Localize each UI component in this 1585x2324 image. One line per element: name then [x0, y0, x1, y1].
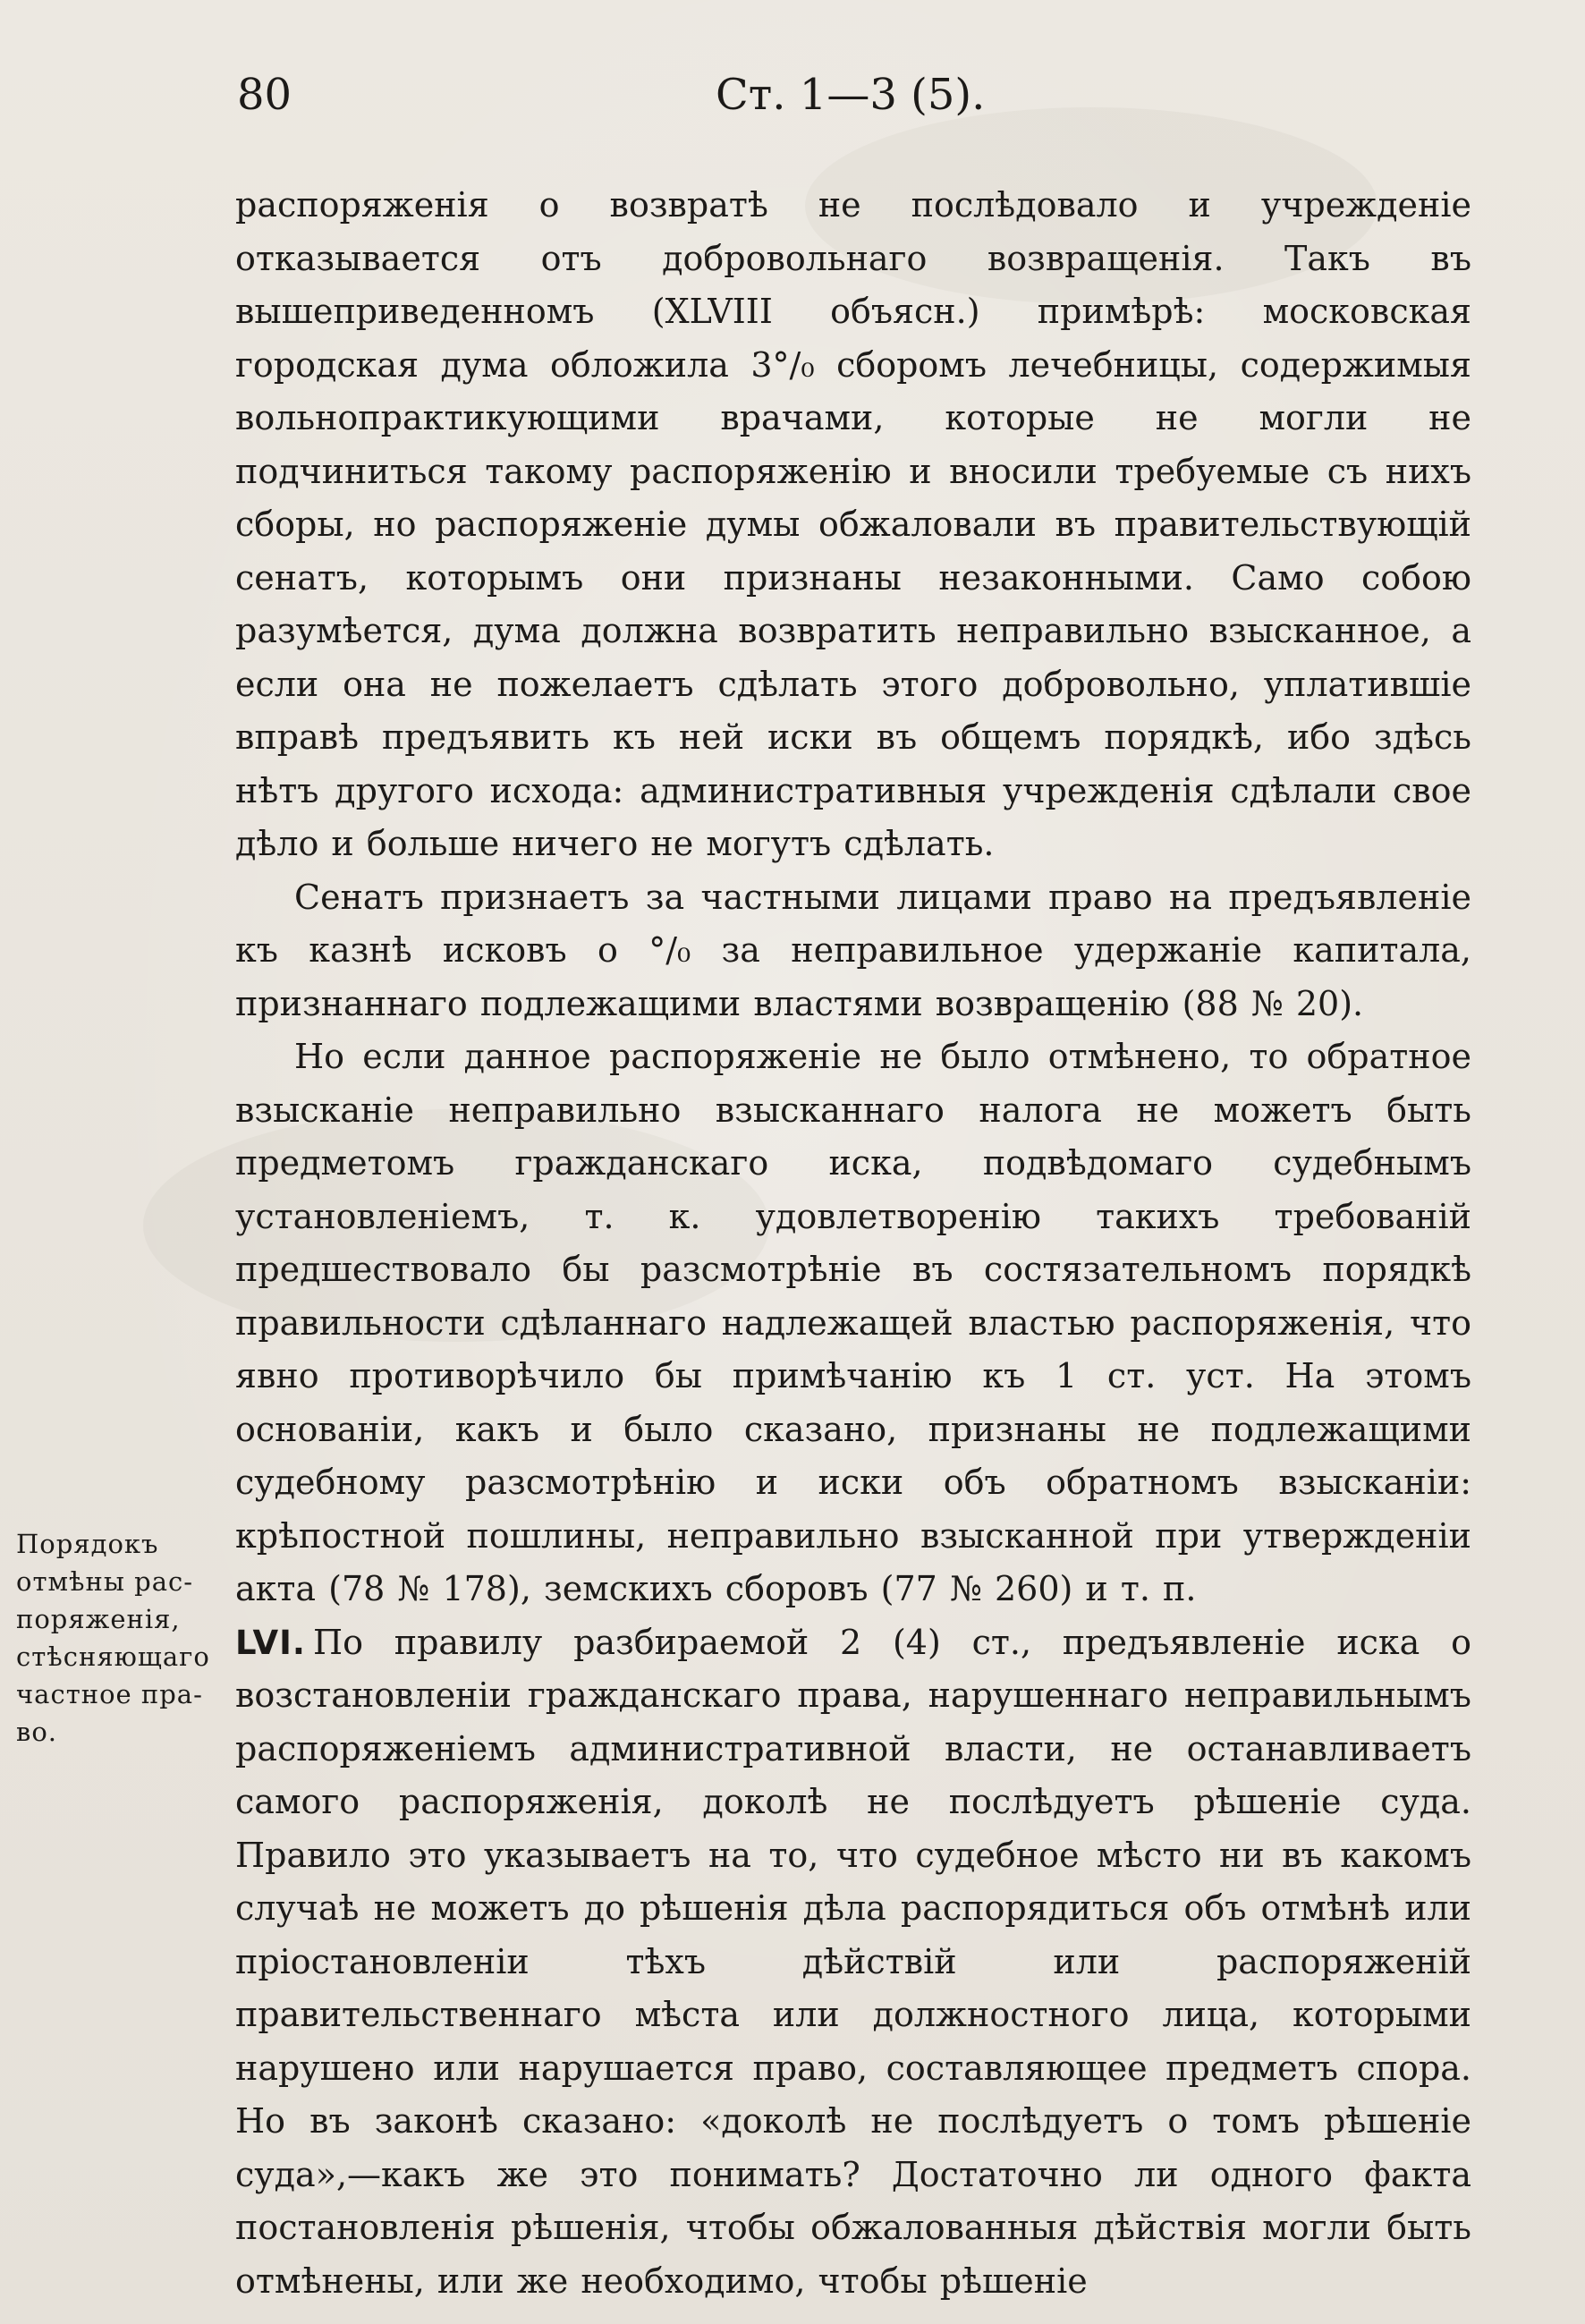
page-header: [237, 70, 1011, 136]
section-text: По правилу разбираемой 2 (4) ст., предъявленіе иска о возстановленіи гражданскаго права, нарушеннаго неправильнымъ распоряженіемъ административной власти, не останавливаетъ самого распоряженія, доколѣ не послѣдуетъ рѣшеніе суда. Правило это указываетъ на то, что судебное мѣсто ни въ какомъ случаѣ не можетъ до рѣшенія дѣла распорядиться объ отмѣнѣ или пріостановленіи тѣхъ дѣйствій или распоряженій правительственнаго мѣста или должностного лица, которыми нарушено или нарушается право, составляющее предметъ спора. Но въ законѣ сказано: «доколѣ не послѣдуетъ о томъ рѣшеніе суда»,—какъ же это понимать? Достаточно ли одного факта постановленія рѣшенія, чтобы обжалованныя дѣйствія могли быть отмѣнены, или же необходимо, чтобы рѣшеніе: [235, 1622, 1471, 2301]
margin-note-line: во.: [16, 1717, 58, 1747]
paragraph-senate: Сенатъ признаетъ за частными лицами право на предъявленіе къ казнѣ исковъ о °/₀ за неправильное удержаніе капитала, признаннаго подлежащими властями возвращенію (88 № 20).: [235, 877, 1471, 1023]
paragraph-not-cancelled: Но если данное распоряженіе не было отмѣнено, то обратное взысканіе неправильно взысканнаго налога не можетъ быть предметомъ гражданскаго иска, подвѣдомаго судебнымъ установленіемъ, т. к. удовлетворенію такихъ требованій предшествовало бы разсмотрѣніе въ состязательномъ порядкѣ правильности сдѣланнаго надлежащей властью распоряженія, что явно противорѣчило бы примѣчанію къ 1 ст. уст. На этомъ основаніи, какъ и было сказано, признаны не подлежащими судебному разсмотрѣнію и иски объ обратномъ взысканіи: крѣпостной пошлины, неправильно взысканной при утвержденіи акта (78 № 178), земскихъ сборовъ (77 № 260) и т. п.: [235, 1037, 1471, 1608]
margin-note-line: поряженія,: [16, 1604, 181, 1634]
margin-note: [16, 1525, 229, 1751]
page-number: 80: [237, 70, 292, 120]
paragraph-continued: распоряженія о возвратѣ не послѣдовало и учрежденіе отказывается отъ добровольнаго возвращенія. Такъ въ вышеприведенномъ (XLVIII объясн.) примѣрѣ: московская городская дума обложила 3°/₀ сборомъ лечебницы, содержимыя вольнопрактикующими врачами, которые не могли не подчиниться такому распоряженію и вносили требуемые съ нихъ сборы, но распоряженіе думы обжаловали въ правительствующій сенатъ, которымъ они признаны незаконными. Само собою разумѣется, дума должна возвратить неправильно взысканное, а если она не пожелаетъ сдѣлать этого добровольно, уплатившіе вправѣ предъявить къ ней иски въ общемъ порядкѣ, ибо здѣсь нѣтъ другого исхода: административныя учрежденія сдѣлали свое дѣло и больше ничего не могутъ сдѣлать.: [235, 185, 1471, 863]
margin-note-line: Порядокъ: [16, 1529, 159, 1559]
section-lvi: [235, 1616, 1471, 2309]
main-text: [235, 179, 1471, 2308]
margin-note-line: стѣсняющаго: [16, 1641, 210, 1672]
section-number: LVI.: [235, 1623, 306, 1662]
running-head: Ст. 1—3 (5).: [716, 70, 986, 120]
margin-note-line: частное пра-: [16, 1679, 203, 1709]
margin-note-line: отмѣны рас-: [16, 1566, 194, 1597]
